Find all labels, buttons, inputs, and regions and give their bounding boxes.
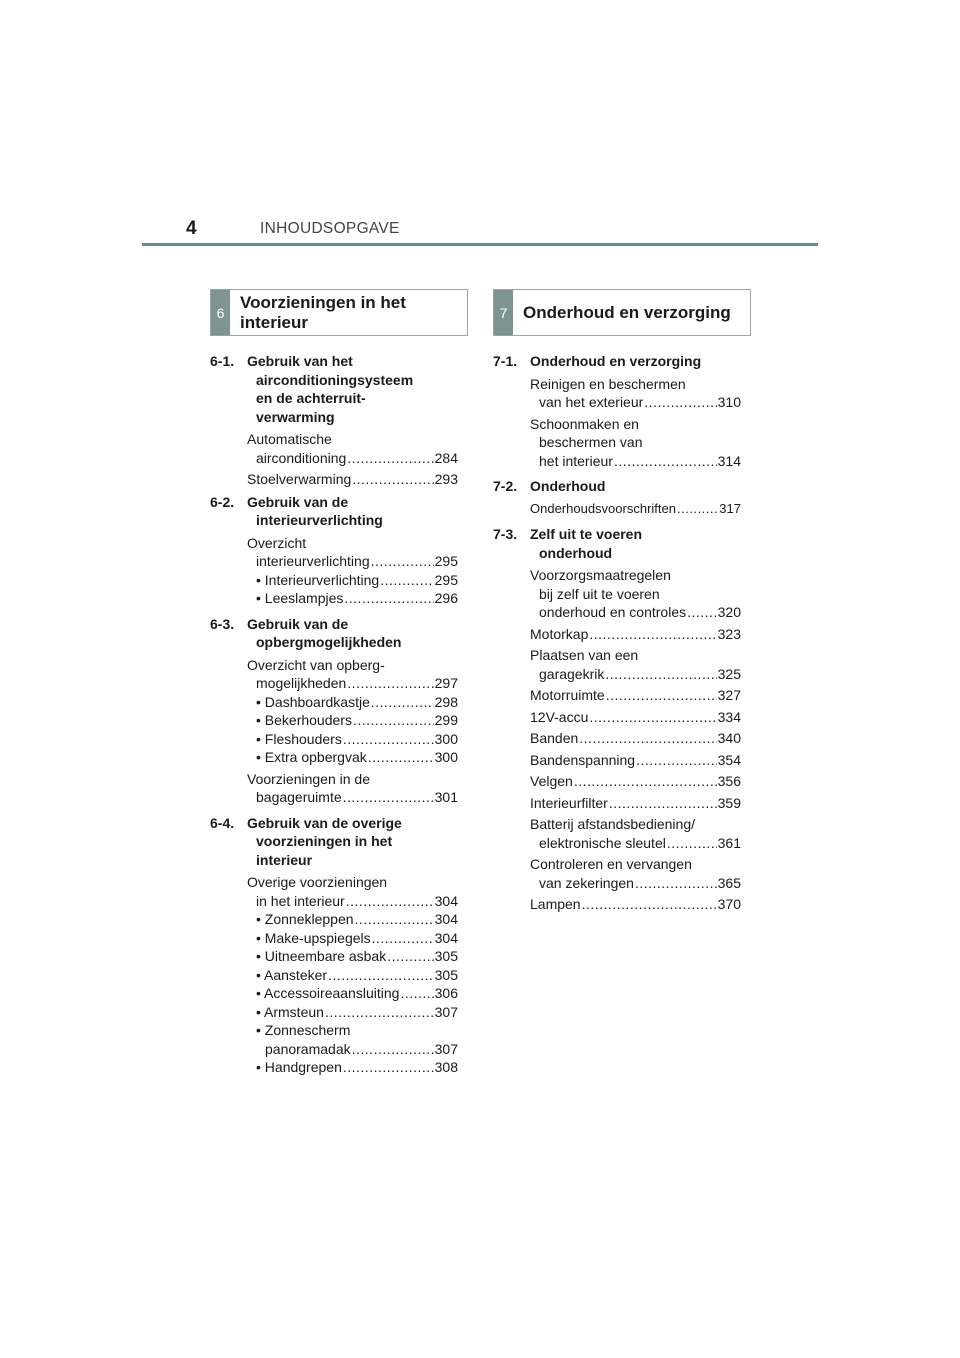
- toc-subentry[interactable]: [256, 711, 458, 730]
- entry-text: • Interieurverlichting: [256, 571, 380, 588]
- section-7-tab: 7: [494, 290, 513, 335]
- chapter-title-line: Gebruik van het: [247, 353, 353, 369]
- chapter-title-line: Onderhoud: [530, 478, 606, 494]
- toc-entry[interactable]: [247, 656, 458, 693]
- page-ref: 307: [434, 1040, 458, 1057]
- toc-entry[interactable]: [247, 770, 458, 807]
- toc-entry[interactable]: [530, 646, 741, 683]
- entry-text: • Bekerhouders: [256, 712, 352, 728]
- toc-subentry[interactable]: [256, 966, 458, 985]
- toc-subentry[interactable]: [210, 1021, 458, 1058]
- section-6-heading[interactable]: [210, 289, 468, 336]
- toc-subentry[interactable]: [256, 929, 458, 948]
- entry-text: Interieurfilter: [530, 794, 608, 811]
- page-ref: 295: [434, 571, 458, 588]
- page-ref: 295: [434, 553, 458, 569]
- entry-text: Motorkap: [530, 625, 589, 642]
- entry-text: onderhoud en controles: [539, 604, 687, 620]
- entry-text: • Make-upspiegels: [256, 929, 371, 946]
- entry-text: • Fleshouders: [256, 730, 342, 747]
- entry-text: • Handgrepen: [256, 1059, 342, 1075]
- chapter-title: [530, 477, 741, 496]
- page-ref: 305: [434, 948, 458, 964]
- toc-subentry[interactable]: [256, 571, 458, 590]
- entry-text: Motorruimte: [530, 687, 605, 703]
- page-ref: 300: [434, 749, 458, 765]
- page-ref: 305: [434, 966, 458, 983]
- toc-entry[interactable]: [530, 566, 741, 622]
- page-ref: 284: [434, 449, 458, 466]
- toc-subentry[interactable]: [256, 748, 458, 767]
- chapter-title: [247, 493, 458, 530]
- entry-text: Voorzorgsmaatregelen: [530, 567, 671, 583]
- chapter-title-line: Onderhoud en verzorging: [530, 353, 702, 369]
- page-ref: 314: [717, 452, 741, 469]
- chapter-title-line: voorzieningen in het: [256, 833, 393, 849]
- toc-subentry[interactable]: [256, 1058, 458, 1077]
- chapter-title-line: onderhoud: [539, 544, 613, 561]
- page-ref: 304: [434, 892, 458, 909]
- toc-entry[interactable]: [530, 500, 741, 519]
- entry-text: Bandenspanning: [530, 751, 636, 768]
- chapter-title: [530, 352, 741, 371]
- chapter-title-line: verwarming: [256, 408, 335, 425]
- toc-entry[interactable]: [247, 534, 458, 571]
- entry-text: 12V-accu: [530, 708, 589, 725]
- page-ref: 304: [434, 929, 458, 946]
- entry-text: • Zonnekleppen: [256, 911, 354, 927]
- chapter-7-2[interactable]: [493, 477, 741, 496]
- toc-subentry[interactable]: [256, 984, 458, 1003]
- toc-column-section-7: [493, 352, 741, 917]
- entry-text: in het interieur: [256, 892, 345, 909]
- entry-text: Reinigen en beschermen: [530, 375, 686, 392]
- section-7-heading[interactable]: [493, 289, 751, 336]
- toc-entry[interactable]: [530, 895, 741, 914]
- page-ref: 354: [717, 751, 741, 768]
- toc-entry[interactable]: [530, 751, 741, 770]
- section-6-title-line1: Voorzieningen in het: [240, 292, 406, 312]
- chapter-7-3[interactable]: [493, 525, 741, 562]
- chapter-title: [247, 352, 458, 426]
- section-7-title: Onderhoud en verzorging: [523, 302, 731, 322]
- chapter-number: 7-3.: [493, 526, 518, 542]
- entry-text: Voorzieningen in de: [247, 770, 370, 787]
- chapter-6-4[interactable]: [210, 814, 458, 870]
- page-number: 4: [186, 218, 197, 239]
- toc-entry[interactable]: [530, 772, 741, 791]
- section-6-title-line2: interieur: [240, 312, 309, 332]
- page-ref: 325: [717, 665, 741, 682]
- page-ref: 323: [717, 625, 741, 642]
- toc-subentry[interactable]: [256, 1003, 458, 1022]
- entry-text: • Extra opbergvak: [256, 749, 367, 765]
- chapter-title-line: Gebruik van de: [247, 615, 349, 632]
- toc-entry[interactable]: [530, 729, 741, 748]
- page-ref: 299: [434, 712, 458, 728]
- toc-entry[interactable]: [530, 855, 741, 892]
- entry-text: Lampen: [530, 896, 581, 912]
- entry-text: beschermen van: [539, 434, 643, 450]
- entry-text: Velgen: [530, 773, 573, 789]
- page-ref: 356: [717, 773, 741, 789]
- chapter-number: 6-3.: [210, 615, 235, 632]
- page-ref: 306: [434, 985, 458, 1001]
- chapter-title: [247, 615, 458, 652]
- entry-text: • Accessoireaansluiting: [256, 985, 400, 1001]
- entry-text: mogelijkheden: [256, 675, 347, 691]
- toc-entry[interactable]: [530, 708, 741, 727]
- chapter-number: 7-2.: [493, 478, 518, 494]
- chapter-title: [530, 525, 741, 562]
- entry-text: • Dashboardkastje: [256, 693, 370, 710]
- entry-text: Onderhoudsvoorschriften: [530, 500, 676, 516]
- header-rule: [142, 243, 818, 246]
- chapter-7-1[interactable]: [493, 352, 741, 371]
- chapter-number: 6-4.: [210, 814, 235, 831]
- toc-subentry[interactable]: [256, 589, 458, 608]
- page-ref: 334: [717, 708, 741, 725]
- toc-entry[interactable]: [530, 794, 741, 813]
- toc-subentry[interactable]: [256, 730, 458, 749]
- entry-text: Overzicht van opberg-: [247, 656, 385, 673]
- entry-text: • Leeslampjes: [256, 590, 344, 606]
- toc-entry[interactable]: [530, 815, 741, 852]
- page-ref: 365: [717, 874, 741, 891]
- entry-text: airconditioning: [256, 449, 347, 466]
- page-ref: 308: [434, 1059, 458, 1075]
- chapter-title-line: en de achterruit-: [256, 390, 366, 406]
- chapter-title-line: Gebruik van de overige: [247, 814, 402, 831]
- entry-text: Overzicht: [247, 534, 307, 551]
- entry-text: garagekrik: [539, 665, 605, 682]
- toc-subentry[interactable]: [256, 947, 458, 966]
- entry-text: Overige voorzieningen: [247, 874, 388, 890]
- page-ref: 293: [434, 471, 458, 487]
- section-6-tab: 6: [211, 290, 230, 335]
- page-ref: 300: [434, 730, 458, 747]
- chapter-title-line: Gebruik van de: [247, 493, 349, 510]
- entry-text: • Uitneembare asbak: [256, 948, 387, 964]
- chapter-6-3[interactable]: [210, 615, 458, 652]
- entry-text: Batterij afstandsbediening/: [530, 816, 695, 832]
- toc-entry[interactable]: [247, 430, 458, 467]
- toc-entry[interactable]: [530, 686, 741, 705]
- chapter-6-1[interactable]: [210, 352, 458, 426]
- chapter-6-2[interactable]: [210, 493, 458, 530]
- chapter-title-line: interieurverlichting: [256, 512, 383, 528]
- entry-text: • Armsteun: [256, 1003, 324, 1020]
- page-ref: 361: [717, 834, 741, 851]
- chapter-number: 6-1.: [210, 353, 235, 369]
- page-ref: 327: [717, 687, 741, 703]
- entry-text: van het exterieur: [539, 394, 644, 410]
- chapter-number: 6-2.: [210, 493, 235, 510]
- entry-text: Plaatsen van een: [530, 647, 639, 663]
- chapter-title-line: Zelf uit te voeren: [530, 526, 643, 542]
- page-ref: 370: [717, 896, 741, 912]
- entry-text: Schoonmaken en: [530, 415, 639, 432]
- toc-entry[interactable]: [247, 470, 458, 489]
- chapter-title-line: airconditioningsysteem: [256, 371, 414, 388]
- chapter-title-line: opbergmogelijkheden: [256, 634, 402, 650]
- toc-subentry[interactable]: [256, 910, 458, 929]
- chapter-number: 7-1.: [493, 353, 518, 369]
- entry-text: interieurverlichting: [256, 553, 370, 569]
- entry-text: panoramadak: [265, 1040, 351, 1057]
- entry-text: bagageruimte: [256, 789, 342, 805]
- page-ref: 297: [434, 675, 458, 691]
- entry-text: Controleren en vervangen: [530, 856, 692, 872]
- entry-text: bij zelf uit te voeren: [539, 585, 660, 602]
- page-ref: 301: [434, 789, 458, 805]
- page-ref: 304: [434, 911, 458, 927]
- entry-text: • Aansteker: [256, 966, 328, 983]
- chapter-title-line: interieur: [256, 851, 313, 868]
- toc-column-section-6: [210, 352, 458, 1077]
- entry-text: van zekeringen: [539, 874, 634, 891]
- page-ref: 340: [717, 730, 741, 746]
- page-ref: 310: [717, 394, 741, 410]
- entry-text: elektronische sleutel: [539, 834, 666, 851]
- page-ref: 296: [434, 590, 458, 606]
- section-6-title: [240, 290, 406, 335]
- entry-text: Banden: [530, 730, 579, 746]
- page-ref: 359: [717, 794, 741, 811]
- toc-entry[interactable]: [530, 375, 741, 412]
- toc-entry[interactable]: [530, 415, 741, 471]
- entry-text: het interieur: [539, 452, 613, 469]
- chapter-title: [247, 814, 458, 870]
- entry-text: Stoelverwarming: [247, 471, 352, 487]
- toc-entry[interactable]: [247, 873, 458, 910]
- page-ref: 298: [434, 693, 458, 710]
- page-ref: 307: [434, 1003, 458, 1020]
- page-ref: 320: [717, 604, 741, 620]
- page-ref: 317: [719, 500, 741, 516]
- page-title: INHOUDSOPGAVE: [260, 220, 400, 237]
- toc-entry[interactable]: [530, 625, 741, 644]
- toc-subentry[interactable]: [256, 693, 458, 712]
- entry-text: • Zonnescherm: [256, 1022, 351, 1038]
- entry-text: Automatische: [247, 431, 332, 447]
